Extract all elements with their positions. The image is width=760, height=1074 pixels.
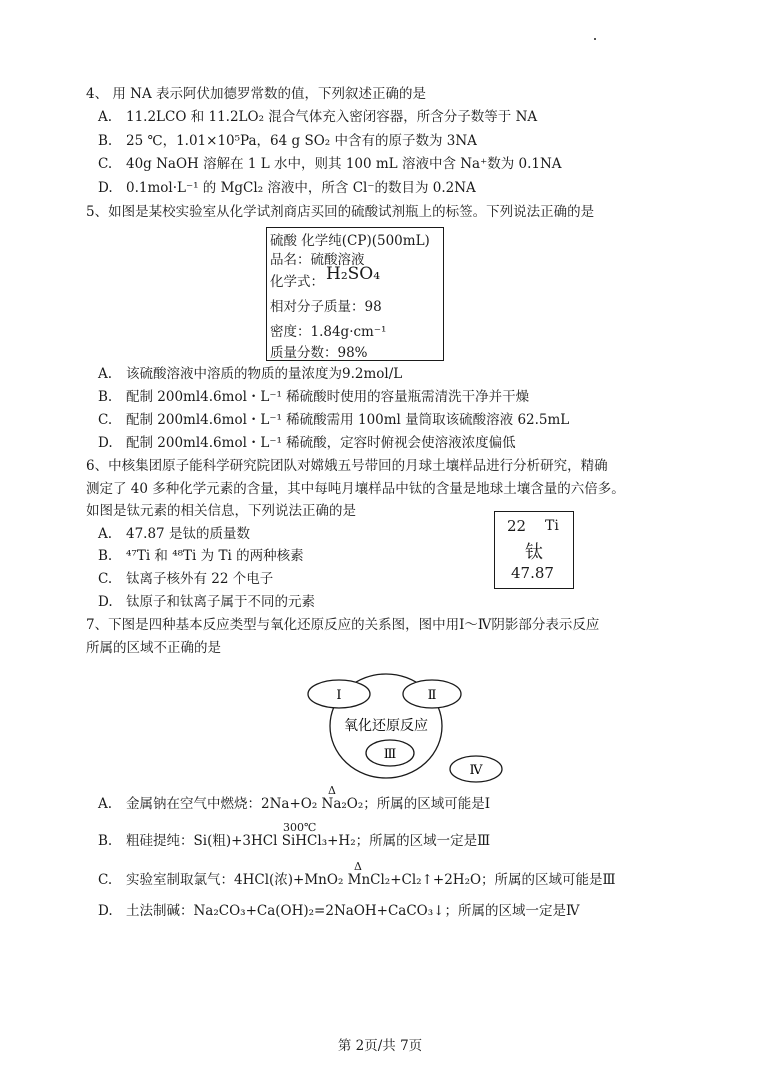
element-symbol: Ti [545, 518, 559, 534]
q6-option-d: D. 钛原子和钛离子属于不同的元素 [98, 594, 315, 610]
q5-option-d: D. 配制 200ml4.6mol・L⁻¹ 稀硫酸，定容时俯视会使溶液浓度偏低 [98, 435, 516, 451]
label-line-6: 质量分数：98% [270, 345, 368, 361]
redox-center-label: 氧化还原反应 [344, 718, 428, 734]
titanium-element-card [494, 511, 574, 589]
q5-option-b: B. 配制 200ml4.6mol・L⁻¹ 稀硫酸时使用的容量瓶需清洗干净并干燥 [98, 389, 530, 405]
region-4-label: Ⅳ [469, 763, 483, 778]
label-line-2: 品名：硫酸溶液 [270, 252, 365, 268]
q6-option-b: B. ⁴⁷Ti 和 ⁴⁸Ti 为 Ti 的两种核素 [98, 548, 304, 564]
q4-option-b: B. 25 ℃，1.01×10⁵Pa，64 g SO₂ 中含有的原子数为 3NA [98, 133, 477, 149]
atomic-number: 22 [507, 517, 527, 535]
q5-stem: 5、如图是某校实验室从化学试剂商店买回的硫酸试剂瓶上的标签。下列说法正确的是 [86, 204, 595, 220]
reagent-label [266, 227, 444, 361]
region-1-label: Ⅰ [336, 688, 342, 703]
q4-option-a: A. 11.2LCO 和 11.2LO₂ 混合气体充入密闭容器，所含分子数等于 NA [98, 109, 538, 125]
q7-stem-line-1: 7、下图是四种基本反应类型与氧化还原反应的关系图，图中用Ⅰ～Ⅳ阴影部分表示反应 [86, 617, 600, 633]
q7-c-condition: Δ [354, 860, 362, 873]
label-line-5: 密度：1.84g·cm⁻¹ [270, 324, 387, 340]
q6-stem-line-2: 测定了 40 多种化学元素的含量，其中每吨月壤样品中钛的含量是地球土壤含量的六倍多。 [86, 481, 625, 497]
redox-relation-diagram [300, 672, 530, 788]
q4-stem: 4、 用 NA 表示阿伏加德罗常数的值，下列叙述正确的是 [86, 86, 427, 102]
q7-option-d: D. 土法制碱：Na₂CO₃+Ca(OH)₂=2NaOH+CaCO₃↓；所属的区域一定是Ⅳ [98, 903, 580, 919]
q7-option-b: B. 粗硅提纯：Si(粗)+3HCl SiHCl₃+H₂；所属的区域一定是Ⅲ [98, 833, 491, 849]
label-formula: H₂SO₄ [326, 264, 381, 284]
q5-option-c: C. 配制 200ml4.6mol・L⁻¹ 稀硫酸需用 100ml 量筒取该硫酸溶液 62.5mL [98, 412, 570, 428]
q6-option-a: A. 47.87 是钛的质量数 [98, 526, 250, 542]
q4-option-d: D. 0.1mol·L⁻¹ 的 MgCl₂ 溶液中，所含 Cl⁻的数目为 0.2NA [98, 180, 476, 196]
scan-dot [594, 38, 596, 40]
q6-option-c: C. 钛离子核外有 22 个电子 [98, 571, 274, 587]
element-name: 钛 [525, 542, 543, 563]
q6-stem-line-3: 如图是钛元素的相关信息，下列说法正确的是 [86, 503, 356, 519]
page-footer: 第 2页/共 7页 [337, 1038, 423, 1054]
label-line-4: 相对分子质量：98 [270, 299, 382, 315]
q7-option-c: C. 实验室制取氯气：4HCl(浓)+MnO₂ MnCl₂+Cl₂↑+2H₂O；所属的区域可能是Ⅲ [98, 872, 616, 888]
atomic-mass: 47.87 [511, 564, 554, 582]
q7-a-condition: Δ [328, 784, 336, 797]
q5-option-a: A. 该硫酸溶液中溶质的物质的量浓度为9.2mol/L [98, 366, 403, 382]
q7-stem-line-2: 所属的区域不正确的是 [86, 640, 221, 656]
q4-option-c: C. 40g NaOH 溶解在 1 L 水中，则其 100 mL 溶液中含 Na⁺数为 0.1NA [98, 156, 562, 172]
q6-stem-line-1: 6、中核集团原子能科学研究院团队对嫦娥五号带回的月球土壤样品进行分析研究，精确 [86, 458, 608, 474]
region-3-label: Ⅲ [383, 747, 397, 762]
label-line-3: 化学式： H₂SO₄ [270, 264, 381, 290]
label-line-1: 硫酸 化学纯(CP)(500mL) [270, 233, 430, 249]
q7-option-a: A. 金属钠在空气中燃烧：2Na+O₂ Na₂O₂；所属的区域可能是Ⅰ [98, 796, 491, 812]
region-2-label: Ⅱ [427, 688, 437, 703]
q7-b-condition: 300℃ [283, 821, 317, 834]
